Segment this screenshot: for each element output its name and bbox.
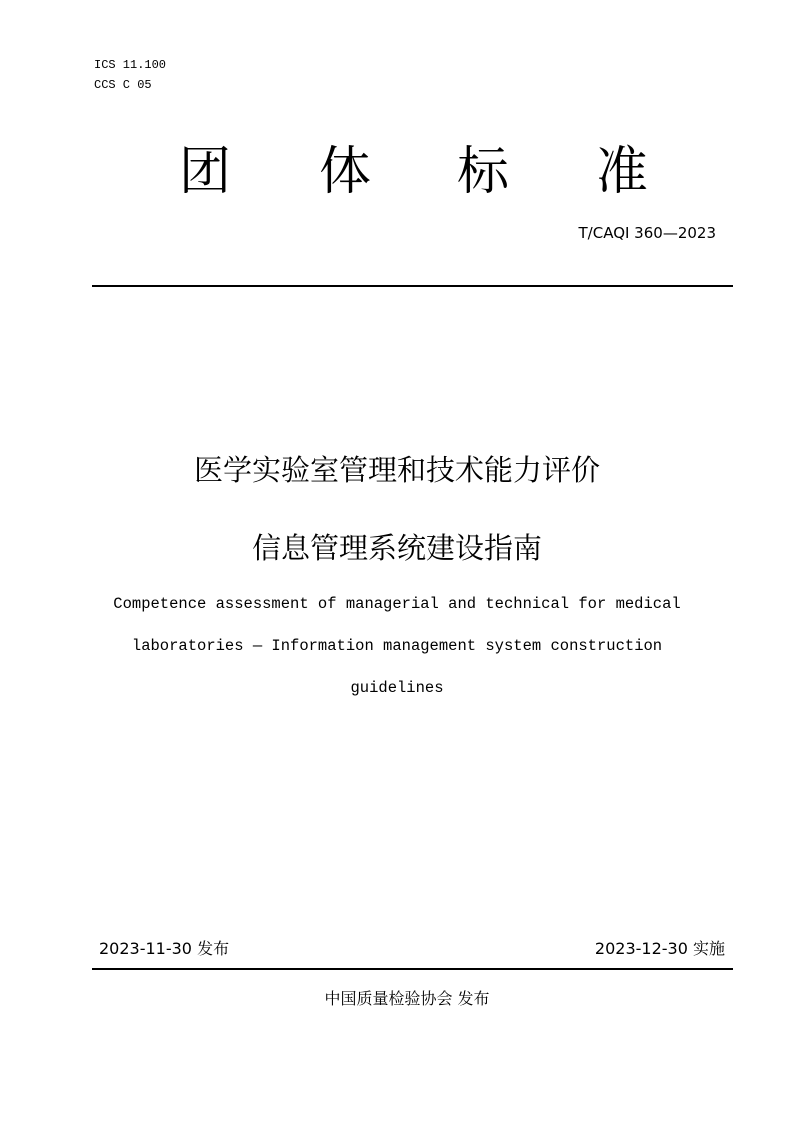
title-en-line1: Competence assessment of managerial and technical for medical (113, 595, 681, 613)
doc-type-char: 标 (456, 142, 509, 202)
top-divider (92, 285, 733, 287)
publisher: 中国质量检验协会 发布 (324, 989, 490, 1008)
ccs-code: CCS C 05 (94, 78, 152, 92)
standard-code: T/CAQI 360—2023 (578, 224, 716, 242)
title-en-line3: guidelines (350, 679, 444, 697)
bottom-divider (92, 968, 733, 970)
issue-date: 2023-11-30 发布 (99, 939, 230, 958)
doc-type-char: 准 (595, 142, 648, 202)
title-zh-line1: 医学实验室管理和技术能力评价 (193, 453, 600, 487)
ics-code: ICS 11.100 (94, 58, 167, 72)
title-zh-line2: 信息管理系统建设指南 (251, 531, 542, 565)
doc-type-char: 团 (178, 142, 231, 202)
doc-type-char: 体 (318, 142, 371, 202)
title-en-line2: laboratories — Information management system construction (131, 637, 663, 655)
effective-date: 2023-12-30 实施 (594, 939, 725, 958)
